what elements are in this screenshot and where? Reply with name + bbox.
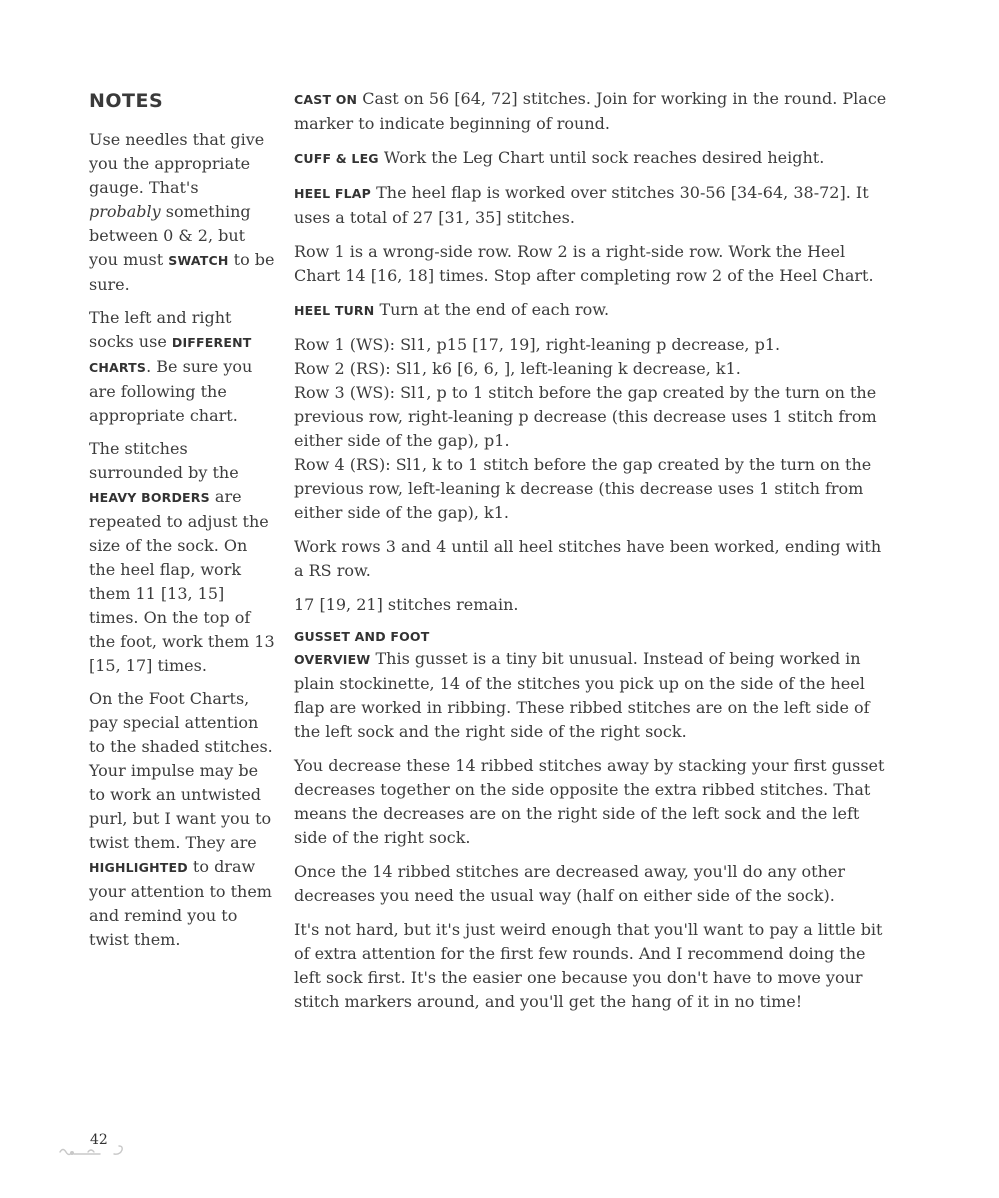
notes-keyword-highlighted: HIGHLIGHTED	[89, 860, 188, 875]
cuff-leg-label: CUFF & LEG	[294, 151, 379, 166]
overview-paragraph	[294, 647, 894, 744]
notes-text: The left and right socks use	[89, 308, 232, 351]
notes-keyword-swatch: SWATCH	[168, 253, 229, 268]
notes-paragraph-needles	[89, 128, 275, 297]
notes-keyword-different-charts: DIFFERENT CHARTS	[89, 335, 252, 375]
heel-flap-label: HEEL FLAP	[294, 186, 371, 201]
once-decreased-paragraph: Once the 14 ribbed stitches are decreased away, you'll do any other decreases you need the usual way (half on either side of the sock).	[294, 862, 845, 905]
heel-turn-row-4: Row 4 (RS): Sl1, k to 1 stitch before the gap created by the turn on the previous row, left-leaning k decrease (this decrease uses 1 stitch from either side of the gap), k1.	[294, 455, 872, 522]
notes-text: to be sure.	[89, 250, 275, 294]
page-number: 42	[90, 1132, 108, 1148]
pattern-instructions	[294, 87, 894, 1024]
notes-text: . Be sure you are following the appropriate chart.	[89, 357, 253, 425]
cast-on-paragraph	[294, 87, 894, 136]
cuff-leg-paragraph	[294, 146, 894, 171]
gusset-foot-heading: GUSSET AND FOOT	[294, 629, 430, 644]
heel-turn-paragraph	[294, 298, 894, 323]
notes-emphasis: probably	[89, 202, 161, 221]
notes-text: to draw your attention to them and remind you to twist them.	[89, 857, 272, 949]
overview-label: OVERVIEW	[294, 652, 371, 667]
heel-flap-rows-paragraph: Row 1 is a wrong-side row. Row 2 is a right-side row. Work the Heel Chart 14 [16, 18] times. Stop after completing row 2 of the Heel Chart.	[294, 242, 874, 285]
notes-text: The stitches surrounded by the	[89, 439, 239, 482]
cast-on-text: Cast on 56 [64, 72] stitches. Join for working in the round. Place marker to indicate beginning of round.	[294, 89, 887, 133]
heel-turn-row-2: Row 2 (RS): Sl1, k6 [6, 6, ], left-leaning k decrease, k1.	[294, 359, 741, 378]
page-footer	[58, 1128, 138, 1162]
notes-text: something between 0 & 2, but you must	[89, 202, 251, 269]
heel-turn-label: HEEL TURN	[294, 303, 375, 318]
not-hard-paragraph: It's not hard, but it's just weird enough that you'll want to pay a little bit of extra attention for the first few rounds. And I recommend doing the left sock first. It's the easier one because you don't have to move your stitch markers around, and you'll get the hang of it in no time!	[294, 920, 883, 1011]
decrease-paragraph: You decrease these 14 ribbed stitches away by stacking your first gusset decreases together on the side opposite the extra ribbed stitches. That means the decreases are on the right side of the left sock and the left side of the right sock.	[294, 756, 885, 847]
notes-keyword-heavy-borders: HEAVY BORDERS	[89, 490, 210, 505]
work-rows-paragraph: Work rows 3 and 4 until all heel stitches have been worked, ending with a RS row.	[294, 537, 882, 580]
notes-text: Use needles that give you the appropriate gauge. That's	[89, 130, 265, 197]
heel-turn-row-3: Row 3 (WS): Sl1, p to 1 stitch before the gap created by the turn on the previous row, right-leaning p decrease (this decrease uses 1 stitch from either side of the gap), p1.	[294, 383, 877, 450]
overview-text: This gusset is a tiny bit unusual. Instead of being worked in plain stockinette, 14 of the stitches you pick up on the side of the heel flap are worked in ribbing. These ribbed stitches are on the left side of the left sock and the right side of the right sock.	[294, 649, 870, 741]
notes-text: On the Foot Charts, pay special attention to the shaded stitches. Your impulse may be to work an untwisted purl, but I want you to twist them. They are	[89, 689, 273, 852]
notes-paragraph-foot-charts	[89, 687, 275, 952]
cuff-leg-text: Work the Leg Chart until sock reaches desired height.	[378, 148, 825, 167]
notes-sidebar	[89, 88, 275, 961]
notes-paragraph-borders	[89, 437, 275, 678]
notes-text: are repeated to adjust the size of the sock. On the heel flap, work them 11 [13, 15] times. On the top of the foot, work them 13 [15, 17] times.	[89, 487, 275, 675]
heel-flap-text: The heel flap is worked over stitches 30-56 [34-64, 38-72]. It uses a total of 27 [31, 35] stitches.	[294, 183, 869, 227]
heel-turn-row-1: Row 1 (WS): Sl1, p15 [17, 19], right-leaning p decrease, p1.	[294, 335, 781, 354]
notes-title: NOTES	[89, 90, 164, 112]
cast-on-label: CAST ON	[294, 92, 358, 107]
notes-paragraph-charts	[89, 306, 275, 428]
stitches-remain-paragraph: 17 [19, 21] stitches remain.	[294, 595, 519, 614]
heel-flap-paragraph	[294, 181, 894, 230]
heel-turn-text: Turn at the end of each row.	[374, 300, 610, 319]
